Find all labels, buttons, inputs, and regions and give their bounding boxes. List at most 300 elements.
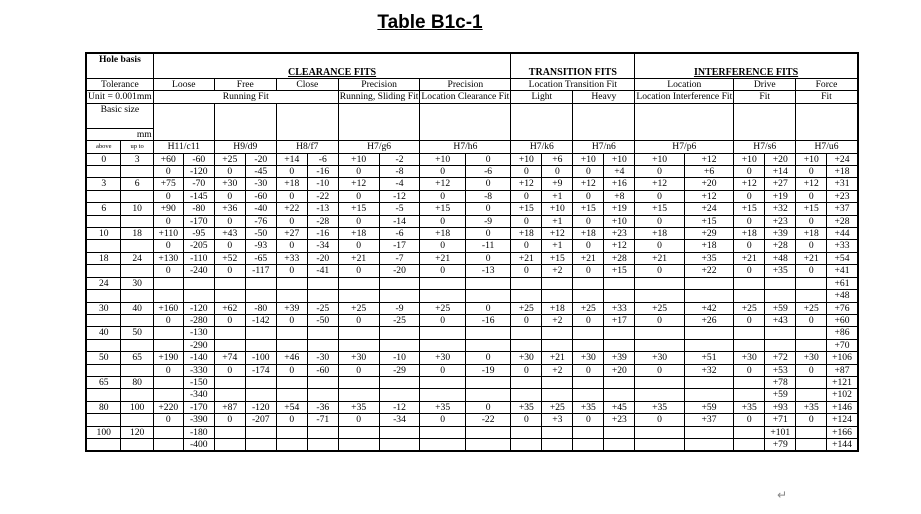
- limit-cell: 0: [214, 190, 245, 202]
- size-up-to-cell: [121, 265, 153, 277]
- limit-cell: +32: [765, 203, 796, 215]
- limit-cell: +30: [796, 352, 827, 364]
- limit-cell: [573, 327, 604, 339]
- limit-cell: +10: [604, 215, 635, 227]
- code-h7-s6: H7/s6: [734, 141, 796, 153]
- limit-cell: -174: [245, 364, 276, 376]
- limit-cell: 0: [420, 265, 465, 277]
- limit-cell: [245, 389, 276, 401]
- limit-cell: +25: [511, 302, 542, 314]
- limit-cell: +18: [511, 228, 542, 240]
- limit-cell: [153, 290, 183, 302]
- limit-cell: [604, 376, 635, 388]
- limit-cell: -34: [307, 240, 338, 252]
- limit-cell: 0: [153, 190, 183, 202]
- limit-cell: 0: [573, 314, 604, 326]
- limit-cell: +20: [684, 178, 733, 190]
- limit-cell: [420, 327, 465, 339]
- size-above-cell: 80: [86, 401, 121, 413]
- limit-cell: +37: [684, 414, 733, 426]
- table-row: [86, 277, 858, 289]
- limit-cell: [465, 339, 510, 351]
- limit-cell: +75: [153, 178, 183, 190]
- limit-cell: +6: [542, 153, 573, 165]
- limit-cell: +24: [684, 203, 733, 215]
- limit-cell: 0: [734, 314, 765, 326]
- limit-cell: -120: [183, 302, 214, 314]
- limit-cell: -13: [307, 203, 338, 215]
- limit-cell: [214, 426, 245, 438]
- limit-cell: +20: [604, 364, 635, 376]
- limit-cell: [465, 376, 510, 388]
- limit-cell: [420, 290, 465, 302]
- limit-cell: +25: [214, 153, 245, 165]
- limit-cell: +12: [420, 178, 465, 190]
- limit-cell: [511, 426, 542, 438]
- limit-cell: +18: [827, 166, 858, 178]
- limit-cell: 0: [573, 414, 604, 426]
- limit-cell: [604, 339, 635, 351]
- limit-cell: +2: [542, 314, 573, 326]
- limit-cell: +36: [214, 203, 245, 215]
- limit-cell: +1: [542, 240, 573, 252]
- limit-cell: -130: [183, 327, 214, 339]
- limit-cell: +54: [827, 252, 858, 264]
- limit-cell: 0: [796, 215, 827, 227]
- limit-cell: [420, 389, 465, 401]
- limit-cell: [307, 389, 338, 401]
- limit-cell: -240: [183, 265, 214, 277]
- limit-cell: +35: [635, 401, 684, 413]
- limit-cell: +18: [542, 302, 573, 314]
- limit-cell: 0: [338, 240, 379, 252]
- limit-cell: -16: [307, 166, 338, 178]
- limit-cell: [307, 327, 338, 339]
- limit-cell: +54: [276, 401, 307, 413]
- drive-fit-label: Fit: [734, 91, 796, 103]
- limit-cell: +52: [214, 252, 245, 264]
- limit-cell: -20: [379, 265, 420, 277]
- limit-cell: +33: [827, 240, 858, 252]
- size-up-to-cell: 10: [121, 203, 153, 215]
- limit-cell: [465, 277, 510, 289]
- limit-cell: 0: [635, 215, 684, 227]
- limit-cell: +33: [604, 302, 635, 314]
- limit-cell: -170: [183, 215, 214, 227]
- limit-cell: [379, 438, 420, 451]
- limit-cell: [684, 376, 733, 388]
- limit-cell: [245, 290, 276, 302]
- limit-cell: [338, 389, 379, 401]
- limit-cell: +48: [765, 252, 796, 264]
- unit-label: Unit = 0.001mm: [88, 91, 152, 103]
- limit-cell: 0: [153, 240, 183, 252]
- size-up-to-cell: [121, 166, 153, 178]
- limit-cell: 0: [338, 265, 379, 277]
- limit-cell: [796, 376, 827, 388]
- limit-cell: +18: [573, 228, 604, 240]
- limit-cell: 0: [214, 265, 245, 277]
- table-row: [86, 166, 858, 178]
- limit-cell: +35: [734, 401, 765, 413]
- limit-cell: [153, 327, 183, 339]
- limit-cell: [307, 277, 338, 289]
- fit-class-loose: Loose: [153, 79, 214, 91]
- limit-cell: [511, 376, 542, 388]
- limit-cell: +25: [635, 302, 684, 314]
- limit-cell: [276, 290, 307, 302]
- limit-cell: +35: [420, 401, 465, 413]
- size-above-cell: [86, 364, 121, 376]
- limit-cell: -280: [183, 314, 214, 326]
- table-row: [86, 414, 858, 426]
- size-up-to-cell: [121, 314, 153, 326]
- limit-cell: 0: [635, 166, 684, 178]
- limit-cell: +30: [338, 352, 379, 364]
- limit-cell: 0: [153, 364, 183, 376]
- limit-cell: 0: [635, 240, 684, 252]
- limit-cell: -80: [183, 203, 214, 215]
- limit-cell: [153, 389, 183, 401]
- limit-cell: [153, 376, 183, 388]
- limit-cell: [734, 426, 765, 438]
- limit-cell: +15: [511, 203, 542, 215]
- limit-cell: +144: [827, 438, 858, 451]
- limit-cell: [635, 327, 684, 339]
- limit-cell: 0: [796, 364, 827, 376]
- limit-cell: 0: [734, 215, 765, 227]
- limit-cell: +21: [338, 252, 379, 264]
- limit-cell: +29: [684, 228, 733, 240]
- limit-cell: -117: [245, 265, 276, 277]
- limit-cell: +21: [511, 252, 542, 264]
- limit-cell: +33: [276, 252, 307, 264]
- limit-cell: -120: [183, 166, 214, 178]
- limit-cell: 0: [465, 401, 510, 413]
- fit-class-location-transition: Location Transition Fit: [511, 79, 635, 91]
- limit-cell: -140: [183, 352, 214, 364]
- fit-class-precision-1: Precision: [338, 79, 420, 91]
- limit-cell: [338, 376, 379, 388]
- limit-cell: +15: [338, 203, 379, 215]
- table-row: [86, 178, 858, 190]
- location-interference-fit-label: Location Interference Fit: [636, 91, 733, 103]
- limit-cell: -22: [465, 414, 510, 426]
- limit-cell: -20: [307, 252, 338, 264]
- limit-cell: +39: [765, 228, 796, 240]
- limit-cell: [245, 327, 276, 339]
- limit-cell: -28: [307, 215, 338, 227]
- limit-cell: -10: [307, 178, 338, 190]
- limit-cell: [214, 290, 245, 302]
- limit-cell: +79: [765, 438, 796, 451]
- limit-cell: 0: [573, 364, 604, 376]
- table-row: [86, 426, 858, 438]
- limit-cell: -120: [245, 401, 276, 413]
- limit-cell: +14: [276, 153, 307, 165]
- limit-cell: [153, 339, 183, 351]
- limit-cell: [465, 438, 510, 451]
- limit-cell: [511, 327, 542, 339]
- limit-cell: [542, 339, 573, 351]
- limit-cell: +18: [796, 228, 827, 240]
- limit-cell: 0: [276, 265, 307, 277]
- limit-cell: +35: [765, 265, 796, 277]
- limit-cell: 0: [420, 414, 465, 426]
- limit-cell: +25: [542, 401, 573, 413]
- limit-cell: [153, 438, 183, 451]
- limit-cell: +35: [338, 401, 379, 413]
- limit-cell: +71: [765, 414, 796, 426]
- limit-cell: 0: [153, 314, 183, 326]
- size-above-cell: 0: [86, 153, 121, 165]
- limit-cell: -20: [245, 153, 276, 165]
- limit-cell: -142: [245, 314, 276, 326]
- limit-cell: [734, 389, 765, 401]
- limit-cell: +76: [827, 302, 858, 314]
- limit-cell: 0: [635, 190, 684, 202]
- limit-cell: -4: [379, 178, 420, 190]
- limit-cell: +8: [604, 190, 635, 202]
- limit-cell: +12: [635, 178, 684, 190]
- code-h7-u6: H7/u6: [796, 141, 858, 153]
- limit-cell: 0: [214, 314, 245, 326]
- limit-cell: 0: [276, 364, 307, 376]
- size-above-cell: [86, 414, 121, 426]
- limit-cell: [245, 438, 276, 451]
- limit-cell: [573, 426, 604, 438]
- limit-cell: 0: [338, 166, 379, 178]
- force-fit-label: Fit: [796, 91, 858, 103]
- code-h7-g6: H7/g6: [338, 141, 420, 153]
- limit-cell: 0: [573, 190, 604, 202]
- limit-cell: 0: [734, 166, 765, 178]
- limit-cell: +15: [734, 203, 765, 215]
- limit-cell: +15: [420, 203, 465, 215]
- limit-cell: -207: [245, 414, 276, 426]
- size-above-cell: [86, 438, 121, 451]
- limit-cell: -9: [465, 215, 510, 227]
- limit-cell: [379, 389, 420, 401]
- limit-cell: 0: [214, 240, 245, 252]
- limit-cell: [214, 277, 245, 289]
- limit-cell: +12: [542, 228, 573, 240]
- limit-cell: [307, 339, 338, 351]
- limit-cell: +3: [542, 414, 573, 426]
- limit-cell: +72: [765, 352, 796, 364]
- limit-cell: +25: [573, 302, 604, 314]
- limit-cell: [635, 290, 684, 302]
- limit-cell: +18: [420, 228, 465, 240]
- limit-cell: -330: [183, 364, 214, 376]
- running-sliding-fit-label: Running, Sliding Fit: [339, 91, 419, 103]
- size-above-cell: 3: [86, 178, 121, 190]
- limit-cell: -110: [183, 252, 214, 264]
- limit-cell: [604, 277, 635, 289]
- limit-cell: +1: [542, 215, 573, 227]
- limit-cell: +70: [827, 339, 858, 351]
- limit-cell: 0: [276, 215, 307, 227]
- limit-cell: [635, 339, 684, 351]
- size-above-cell: [86, 166, 121, 178]
- limit-cell: [796, 339, 827, 351]
- limit-cell: 0: [511, 314, 542, 326]
- size-above-cell: [86, 190, 121, 202]
- limit-cell: [183, 290, 214, 302]
- limit-cell: +41: [827, 265, 858, 277]
- limit-cell: [338, 438, 379, 451]
- limit-cell: [573, 339, 604, 351]
- limit-cell: +53: [765, 364, 796, 376]
- limit-cell: [465, 426, 510, 438]
- limit-cell: -170: [183, 401, 214, 413]
- limit-cell: -60: [245, 190, 276, 202]
- limit-cell: +10: [734, 153, 765, 165]
- limit-cell: [420, 339, 465, 351]
- table-row: [86, 252, 858, 264]
- size-above-cell: 6: [86, 203, 121, 215]
- table-row: [86, 376, 858, 388]
- hole-basis-label: Hole basis: [86, 53, 153, 79]
- limit-cell: [276, 438, 307, 451]
- code-h7-n6: H7/n6: [573, 141, 635, 153]
- limit-cell: -290: [183, 339, 214, 351]
- size-up-to-cell: 100: [121, 401, 153, 413]
- limit-cell: [684, 277, 733, 289]
- limit-cell: -30: [307, 352, 338, 364]
- limit-cell: 0: [465, 178, 510, 190]
- limit-cell: [338, 327, 379, 339]
- limit-cell: +87: [827, 364, 858, 376]
- limit-cell: +12: [511, 178, 542, 190]
- limit-cell: +10: [338, 153, 379, 165]
- size-up-to-cell: [121, 389, 153, 401]
- limit-cell: [245, 339, 276, 351]
- limit-cell: +30: [635, 352, 684, 364]
- limit-cell: +12: [338, 178, 379, 190]
- limit-cell: +23: [604, 414, 635, 426]
- fit-class-drive: Drive: [734, 79, 796, 91]
- limit-cell: +30: [734, 352, 765, 364]
- limit-cell: +25: [734, 302, 765, 314]
- limit-cell: +4: [604, 166, 635, 178]
- limit-cell: +23: [765, 215, 796, 227]
- limit-cell: [420, 277, 465, 289]
- limit-cell: -25: [379, 314, 420, 326]
- limit-cell: [307, 438, 338, 451]
- table-row: [86, 153, 858, 165]
- limit-cell: +15: [573, 203, 604, 215]
- limit-cell: [604, 426, 635, 438]
- limit-cell: [276, 339, 307, 351]
- size-up-to-cell: [121, 438, 153, 451]
- limit-cell: [684, 426, 733, 438]
- limit-cell: -12: [379, 401, 420, 413]
- limit-cell: [379, 277, 420, 289]
- limit-cell: 0: [153, 414, 183, 426]
- limit-cell: [635, 389, 684, 401]
- limit-cell: +12: [684, 153, 733, 165]
- limit-cell: +28: [604, 252, 635, 264]
- limit-cell: -145: [183, 190, 214, 202]
- limit-cell: 0: [338, 414, 379, 426]
- size-above-cell: [86, 240, 121, 252]
- limit-cell: +28: [765, 240, 796, 252]
- limit-cell: +93: [765, 401, 796, 413]
- limit-cell: +102: [827, 389, 858, 401]
- table-row: [86, 203, 858, 215]
- limit-cell: 0: [796, 414, 827, 426]
- limit-cell: +26: [684, 314, 733, 326]
- basic-size-label: Basic size: [86, 103, 153, 128]
- limit-cell: +30: [420, 352, 465, 364]
- limit-cell: +43: [214, 228, 245, 240]
- limit-cell: 0: [635, 314, 684, 326]
- limit-cell: [684, 327, 733, 339]
- limit-cell: +22: [276, 203, 307, 215]
- size-up-to-cell: [121, 215, 153, 227]
- limit-cell: +10: [796, 153, 827, 165]
- limit-cell: [796, 438, 827, 451]
- limit-cell: 0: [796, 166, 827, 178]
- limit-cell: [604, 290, 635, 302]
- size-up-to-cell: [121, 339, 153, 351]
- limit-cell: 0: [635, 265, 684, 277]
- limit-cell: +30: [214, 178, 245, 190]
- limit-cell: 0: [465, 228, 510, 240]
- limit-cell: [542, 277, 573, 289]
- limit-cell: -12: [379, 190, 420, 202]
- limit-cell: 0: [796, 314, 827, 326]
- limit-cell: [276, 376, 307, 388]
- size-up-to-cell: 80: [121, 376, 153, 388]
- limit-cell: +21: [734, 252, 765, 264]
- limit-cell: -45: [245, 166, 276, 178]
- limit-cell: [245, 426, 276, 438]
- limit-cell: +21: [573, 252, 604, 264]
- limit-cell: +37: [827, 203, 858, 215]
- limit-cell: +45: [604, 401, 635, 413]
- limit-cell: 0: [420, 314, 465, 326]
- limit-cell: +12: [573, 178, 604, 190]
- limit-cell: +23: [827, 190, 858, 202]
- table-row: [86, 290, 858, 302]
- limit-cell: +27: [765, 178, 796, 190]
- limit-cell: 0: [511, 166, 542, 178]
- up-to-label: up to: [121, 141, 153, 153]
- limit-cell: +62: [214, 302, 245, 314]
- limit-cell: +25: [420, 302, 465, 314]
- limit-cell: -340: [183, 389, 214, 401]
- limit-cell: +39: [604, 352, 635, 364]
- limit-cell: [542, 327, 573, 339]
- limit-cell: 0: [635, 364, 684, 376]
- limit-cell: -80: [245, 302, 276, 314]
- size-up-to-cell: 24: [121, 252, 153, 264]
- limit-cell: -60: [183, 153, 214, 165]
- limit-cell: -150: [183, 376, 214, 388]
- limit-cell: +78: [765, 376, 796, 388]
- limit-cell: -71: [307, 414, 338, 426]
- limit-cell: 0: [214, 414, 245, 426]
- limit-cell: 0: [511, 240, 542, 252]
- limit-cell: [379, 327, 420, 339]
- limit-cell: -11: [465, 240, 510, 252]
- limit-cell: +86: [827, 327, 858, 339]
- size-up-to-cell: 18: [121, 228, 153, 240]
- limit-cell: [511, 438, 542, 451]
- limit-cell: +9: [542, 178, 573, 190]
